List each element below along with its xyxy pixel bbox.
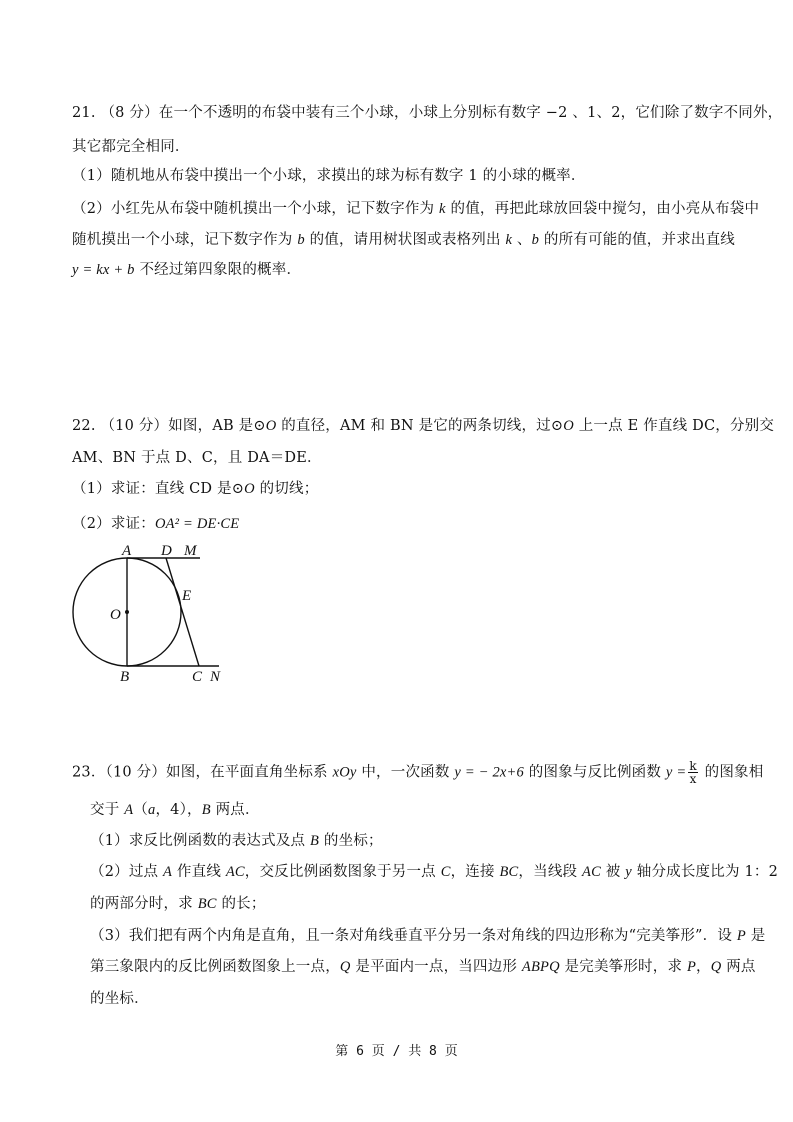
- q21-part2-line-2: 随机摸出一个小球，记下数字作为 b 的值，请用树状图或表格列出 k 、b 的所有可能的值，并求出直线: [72, 232, 736, 248]
- q21-part2-line-1: （2）小红先从布袋中随机摸出一个小球，记下数字作为 k 的值，再把此球放回袋中搅匀，由小亮从布袋中: [72, 201, 760, 217]
- q23-part3-line-1: （3）我们把有两个内角是直角，且一条对角线垂直平分另一条对角线的四边形称为“完美筝形”．设 P 是: [90, 928, 766, 944]
- q22-line-1: 22. （10 分）如图，AB 是⊙O 的直径，AM 和 BN 是它的两条切线，过⊙O 上一点 E 作直线 DC，分别交: [72, 418, 775, 434]
- q23-part1: （1）求反比例函数的表达式及点 B 的坐标；: [90, 833, 383, 849]
- label-d: D: [161, 543, 172, 559]
- q22-line-2: AM、BN 于点 D、C，且 DA＝DE．: [72, 450, 322, 466]
- center-point: [125, 610, 129, 614]
- q23-line-1: 23．（10 分）如图，在平面直角坐标系 xOy 中，一次函数 y = − 2x+6 的图象与反比例函数 y = $\frac{k}{x}$ 的图象相: [72, 759, 764, 786]
- label-a: A: [122, 543, 132, 559]
- label-e: E: [182, 588, 192, 604]
- label-m: M: [184, 543, 197, 559]
- label-b: B: [120, 669, 130, 685]
- q21-part2-line-3: y = kx + b 不经过第四象限的概率．: [72, 262, 302, 278]
- q23-part2-line-2: 的两部分时，求 BC 的长；: [90, 896, 266, 912]
- q23-line-2: 交于 A（a，4），B 两点．: [90, 802, 260, 818]
- tangent-dc: [166, 558, 199, 666]
- page-footer: 第 6 页 / 共 8 页: [335, 1044, 458, 1059]
- q22-part2: （2）求证：OA² = DE·CE: [72, 516, 240, 532]
- q21-part1: （1）随机地从布袋中摸出一个小球，求摸出的球为标有数字 1 的小球的概率．: [72, 168, 586, 184]
- label-c: C: [192, 669, 203, 685]
- q23-part2-line-1: （2）过点 A 作直线 AC，交反比例函数图象于另一点 C，连接 BC，当线段 AC 被 y 轴分成长度比为 1：2: [90, 864, 779, 880]
- q23-part3-line-3: 的坐标．: [90, 991, 149, 1007]
- q22-part1: （1）求证：直线 CD 是⊙O 的切线；: [72, 481, 319, 497]
- q21-line-1: 21. （8 分）在一个不透明的布袋中装有三个小球，小球上分别标有数字 −2 、1、2，它们除了数字不同外，: [72, 105, 783, 121]
- label-o: O: [110, 607, 121, 623]
- label-n: N: [210, 669, 221, 685]
- q23-part3-line-2: 第三象限内的反比例函数图象上一点，Q 是平面内一点，当四边形 ABPQ 是完美筝形时，求 P，Q 两点: [90, 959, 756, 975]
- q22-figure: [62, 540, 242, 690]
- q21-line-2: 其它都完全相同．: [72, 139, 190, 155]
- fraction-k-over-x: $\frac{k}{x}$: [689, 759, 697, 786]
